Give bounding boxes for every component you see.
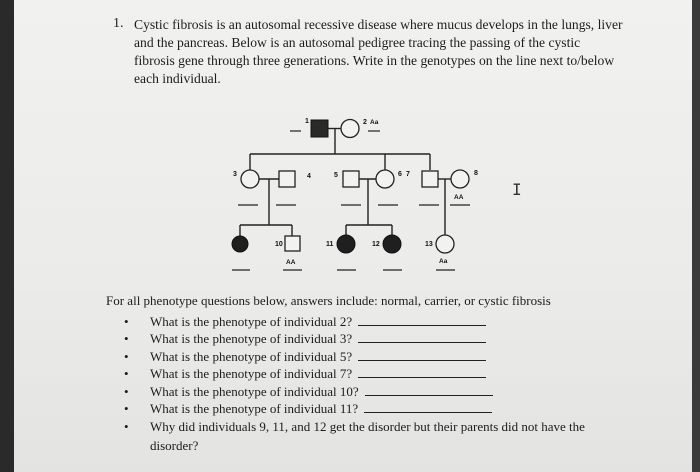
individual-8-female <box>451 170 469 188</box>
label-10: 10 <box>275 241 283 248</box>
bullet-icon: • <box>124 383 129 399</box>
genotype-8: AA <box>454 194 464 201</box>
bullet-icon: • <box>124 331 129 347</box>
genotype-10: AA <box>286 259 296 266</box>
answer-line-2[interactable] <box>358 313 486 326</box>
question-text: What is the phenotype of individual 10? <box>150 383 359 399</box>
individual-5-male <box>343 171 359 187</box>
answer-line-7[interactable] <box>358 365 486 378</box>
genotype-2: Aa <box>370 119 379 126</box>
intro-line: and the pancreas. Below is an autosomal pedigree tracing the passing of the cystic <box>134 35 581 50</box>
intro-line: fibrosis gene through three generations. Write in the genotypes on the line next to/below <box>134 53 615 68</box>
question-text: What is the phenotype of individual 3? <box>150 331 353 347</box>
individual-3-female <box>241 170 259 188</box>
bullet-icon: • <box>124 366 129 382</box>
bullet-icon: • <box>124 419 129 434</box>
label-13: 13 <box>425 241 433 248</box>
bullet-icon: • <box>124 400 129 416</box>
label-2: 2 <box>363 119 367 126</box>
label-3: 3 <box>233 171 237 178</box>
individual-6-female <box>376 170 394 188</box>
individual-2-female <box>341 120 359 138</box>
answer-line-10[interactable] <box>365 383 493 396</box>
question-text: What is the phenotype of individual 2? <box>150 314 353 329</box>
label-5: 5 <box>334 172 338 179</box>
label-4: 4 <box>307 173 311 180</box>
answer-line-11[interactable] <box>364 400 492 413</box>
individual-12-female-affected <box>383 235 401 253</box>
intro-line: each individual. <box>134 71 221 86</box>
phenotype-instructions: For all phenotype questions below, answers include: normal, carrier, or cystic fibrosis <box>106 293 551 308</box>
individual-7-male <box>422 171 438 187</box>
question-text: What is the phenotype of individual 5? <box>150 348 353 364</box>
individual-13-female <box>436 235 454 253</box>
label-8: 8 <box>474 170 478 177</box>
question-number: 1. <box>113 16 124 31</box>
bullet-icon: • <box>124 314 129 329</box>
intro-line: Cystic fibrosis is an autosomal recessive disease where mucus develops in the lungs, liver <box>134 17 623 32</box>
text-cursor-icon: I <box>512 180 522 199</box>
genotype-13: Aa <box>439 258 448 265</box>
answer-line-3[interactable] <box>358 330 486 343</box>
individual-11-female-affected <box>337 235 355 253</box>
label-11: 11 <box>326 241 334 248</box>
question-text: What is the phenotype of individual 7? <box>150 366 353 382</box>
individual-9-female-affected <box>232 236 248 252</box>
bullet-icon: • <box>124 348 129 364</box>
individual-10-male <box>285 236 300 251</box>
final-question-line-1: Why did individuals 9, 11, and 12 get the disorder but their parents did not have the <box>150 419 585 434</box>
individual-1-male <box>311 120 328 137</box>
question-text: What is the phenotype of individual 11? <box>150 400 359 416</box>
label-6: 6 <box>398 171 402 178</box>
answer-line-5[interactable] <box>358 348 486 361</box>
label-12: 12 <box>372 241 380 248</box>
label-7: 7 <box>406 171 410 178</box>
label-1: 1 <box>305 118 309 125</box>
final-question-line-2: disorder? <box>150 438 199 453</box>
individual-4-male <box>279 171 295 187</box>
